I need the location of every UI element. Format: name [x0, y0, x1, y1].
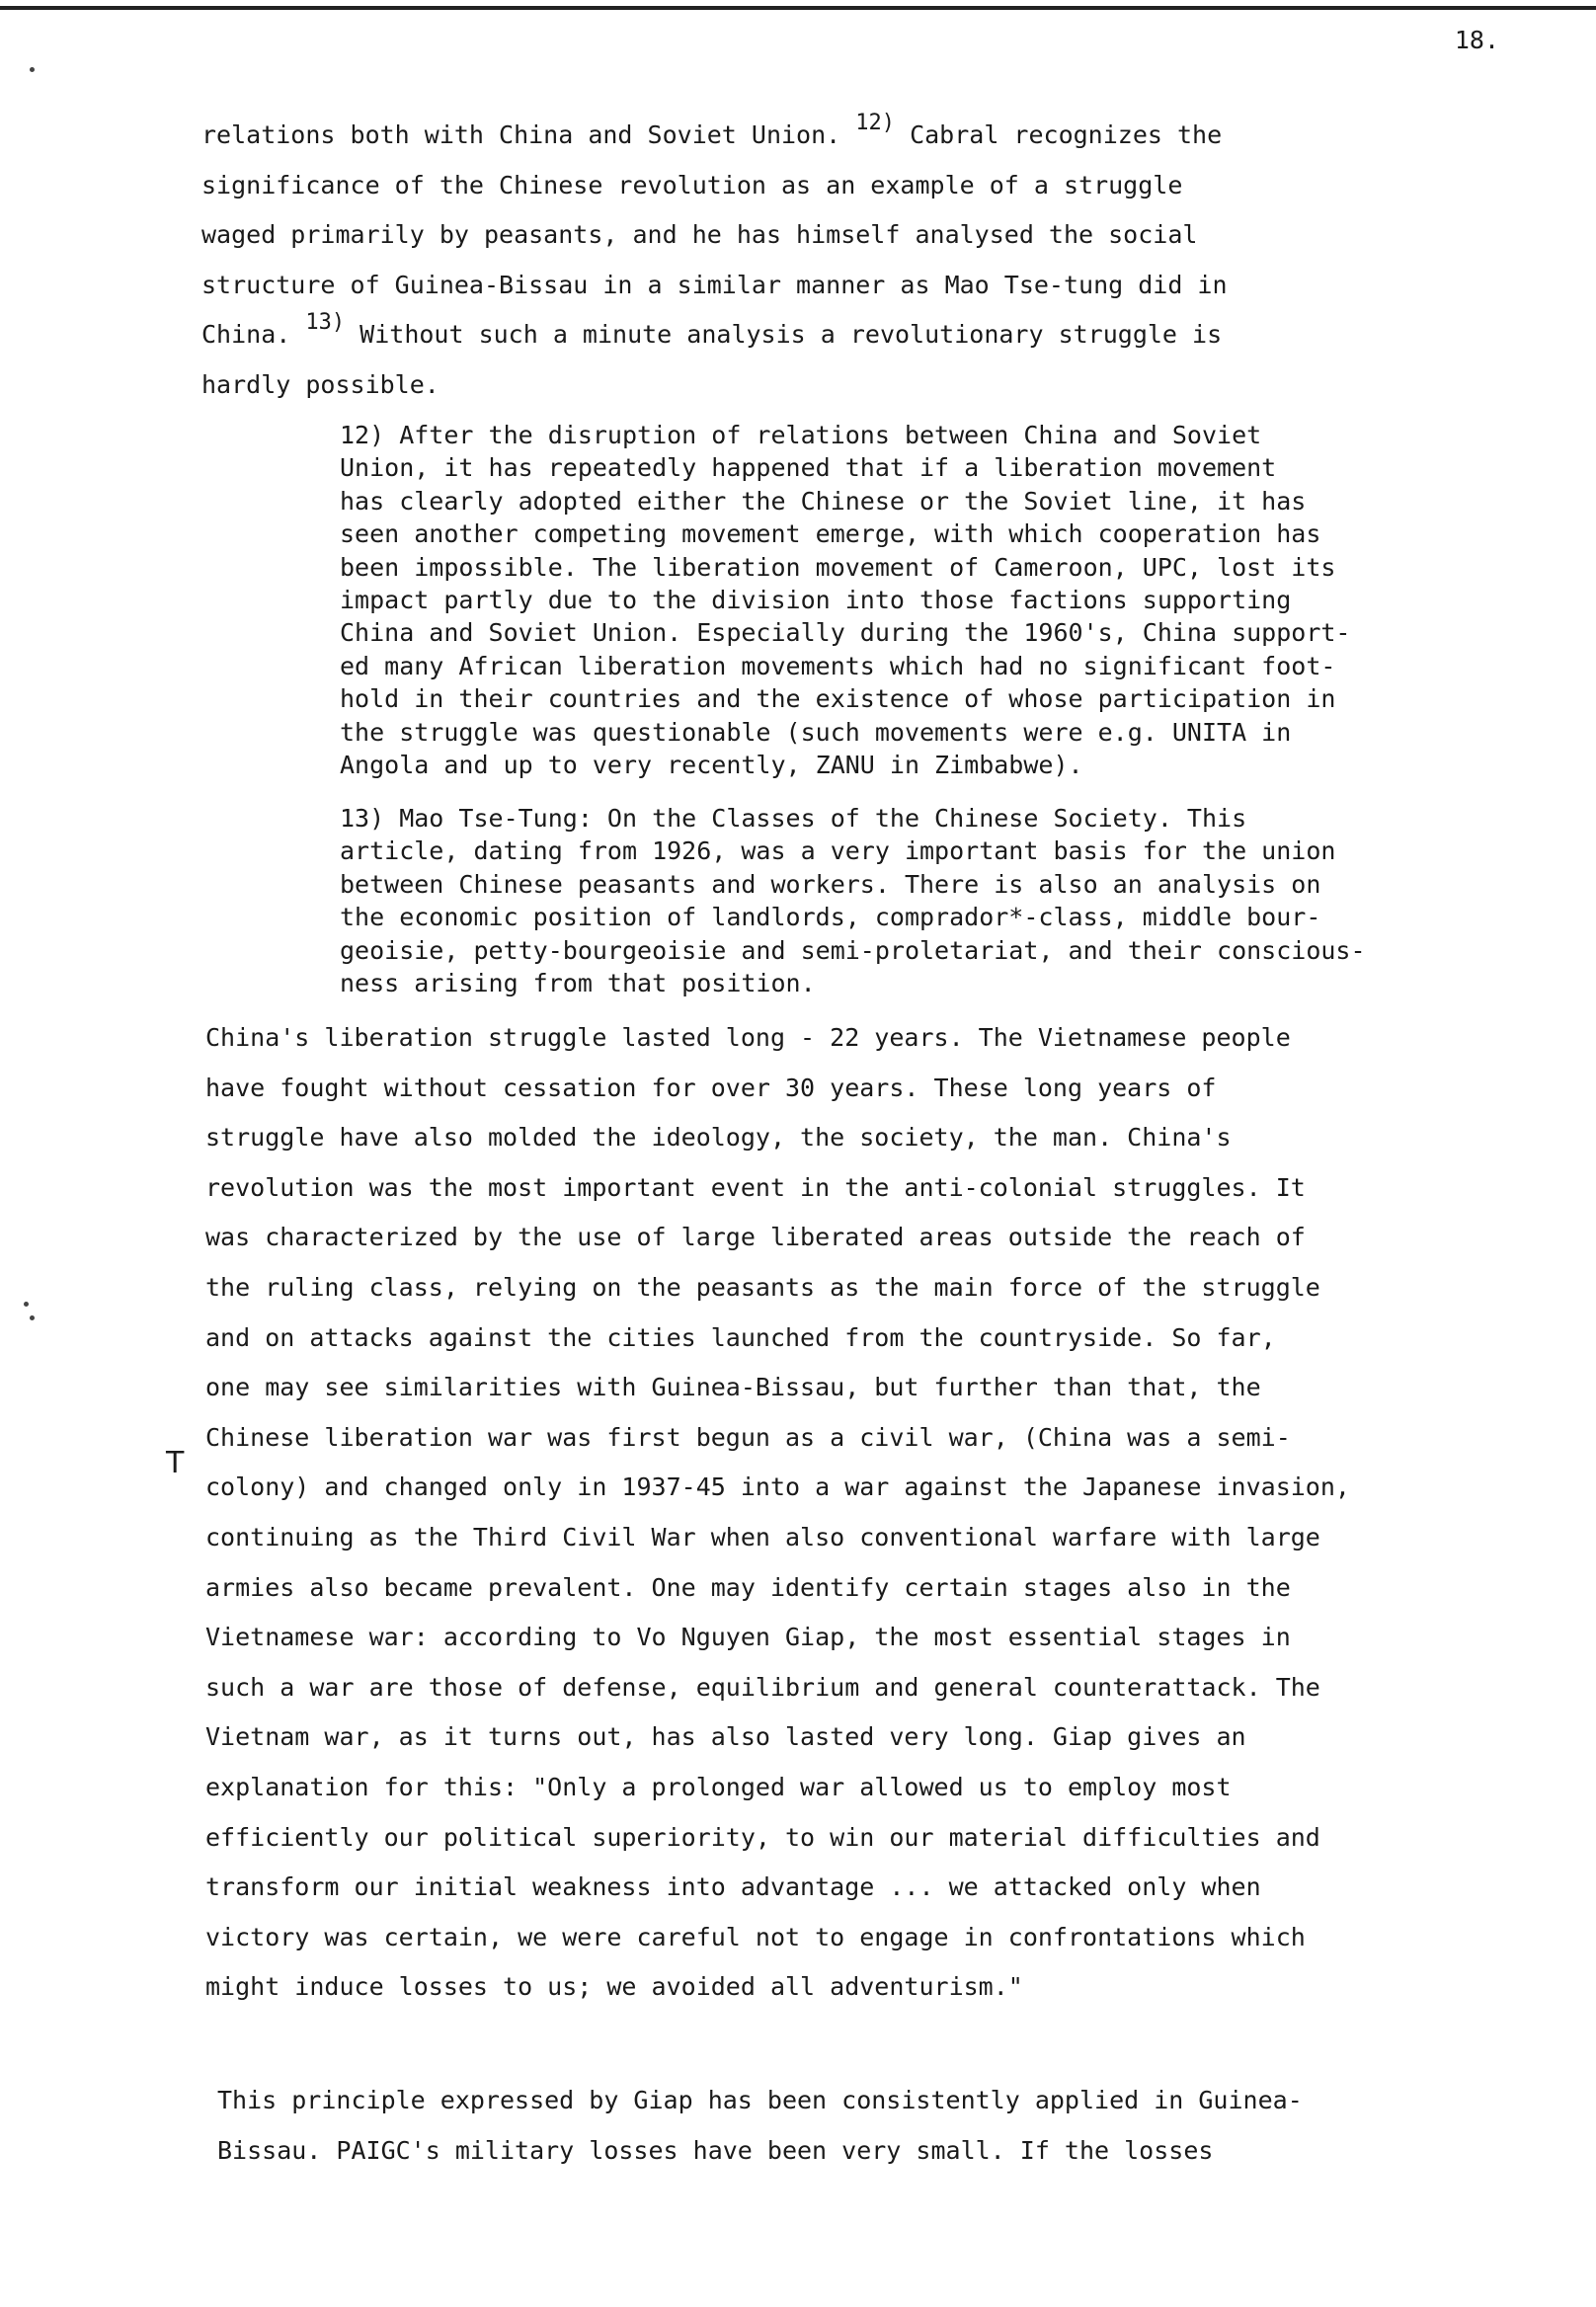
text-line: This principle expressed by Giap has been consistently applied in Guinea-: [217, 2086, 1303, 2114]
text-segment: Cabral recognizes the: [895, 120, 1223, 149]
text-line: one may see similarities with Guinea-Bissau, but further than that, the: [205, 1373, 1261, 1402]
page-number: 18.: [1454, 26, 1499, 54]
text-line: Chinese liberation war was first begun as a civil war, (China was a semi-: [205, 1422, 1291, 1452]
paragraph-intro: [201, 111, 1228, 411]
text-line: continuing as the Third Civil War when also conventional warfare with large: [205, 1522, 1320, 1551]
footnote-line: been impossible. The liberation movement of Cameroon, UPC, lost its: [340, 552, 1336, 582]
footnote-line: 13) Mao Tse-Tung: On the Classes of the Chinese Society. This: [340, 804, 1247, 833]
footnote-line: the economic position of landlords, comprador*-class, middle bour-: [340, 903, 1321, 932]
text-line: might induce losses to us; we avoided all adventurism.": [205, 1972, 1023, 2002]
text-line: the ruling class, relying on the peasants as the main force of the struggle: [205, 1272, 1320, 1302]
text-line: struggle have also molded the ideology, the society, the man. China's: [205, 1123, 1232, 1153]
text-line: revolution was the most important event in the anti-colonial struggles. It: [205, 1172, 1306, 1202]
footnote-line: hold in their countries and the existence of whose participation in: [340, 684, 1336, 714]
footnote-line: 12) After the disruption of relations between China and Soviet: [340, 421, 1262, 449]
text-line: Vietnam war, as it turns out, has also lasted very long. Giap gives an: [205, 1722, 1246, 1752]
text-line: such a war are those of defense, equilibrium and general counterattack. The: [205, 1672, 1320, 1702]
paragraph-giap-principle: [217, 2076, 1303, 2176]
top-rule: [0, 6, 1596, 10]
text-line: Vietnamese war: according to Vo Nguyen Giap, the most essential stages in: [205, 1623, 1291, 1652]
footnote-line: between Chinese peasants and workers. There is also an analysis on: [340, 869, 1321, 899]
text-line: and on attacks against the cities launched from the countryside. So far,: [205, 1322, 1276, 1352]
footnote-ref-13: 13): [305, 310, 346, 336]
text-line: explanation for this: "Only a prolonged war allowed us to employ most: [205, 1772, 1232, 1801]
paragraph-china-vietnam: [205, 1013, 1350, 2013]
text-line: hardly possible.: [201, 369, 439, 399]
text-line: structure of Guinea-Bissau in a similar manner as Mao Tse-tung did in: [201, 270, 1228, 299]
text-line: armies also became prevalent. One may identify certain stages also in the: [205, 1572, 1291, 1602]
text-line: waged primarily by peasants, and he has himself analysed the social: [201, 220, 1198, 250]
footnote-line: Union, it has repeatedly happened that if a liberation movement: [340, 453, 1277, 483]
footnote-line: China and Soviet Union. Especially during the 1960's, China support-: [340, 618, 1351, 648]
footnote-line: ness arising from that position.: [340, 968, 816, 997]
footnote-13: [340, 802, 1366, 999]
footnote-line: has clearly adopted either the Chinese or the Soviet line, it has: [340, 486, 1307, 516]
footnote-line: article, dating from 1926, was a very important basis for the union: [340, 836, 1336, 866]
text-line: was characterized by the use of large liberated areas outside the reach of: [205, 1223, 1306, 1252]
scan-speck: [30, 1315, 35, 1320]
text-line: significance of the Chinese revolution as an example of a struggle: [201, 170, 1183, 199]
text-line: China's liberation struggle lasted long - 22 years. The Vietnamese people: [205, 1023, 1291, 1052]
footnote-line: geoisie, petty-bourgeoisie and semi-proletariat, and their conscious-: [340, 935, 1366, 965]
text-line: colony) and changed only in 1937-45 into a war against the Japanese invasion,: [205, 1472, 1350, 1502]
text-segment: relations both with China and Soviet Union.: [201, 120, 856, 149]
scan-speck: [30, 67, 35, 72]
text-line: victory was certain, we were careful not to engage in confrontations which: [205, 1922, 1306, 1951]
text-line: have fought without cessation for over 30 years. These long years of: [205, 1073, 1217, 1102]
text-line: [201, 310, 1228, 360]
text-line: efficiently our political superiority, to win our material difficulties and: [205, 1822, 1320, 1852]
footnote-line: ed many African liberation movements which had no significant foot-: [340, 651, 1336, 680]
scan-speck: [24, 1302, 29, 1307]
text-line: transform our initial weakness into advantage ... we attacked only when: [205, 1872, 1261, 1902]
footnote-line: Angola and up to very recently, ZANU in Zimbabwe).: [340, 750, 1083, 779]
footnote-12: [340, 419, 1351, 781]
text-line: [201, 111, 1228, 161]
text-line: Bissau. PAIGC's military losses have been very small. If the losses: [217, 2135, 1214, 2165]
footnote-line: the struggle was questionable (such movements were e.g. UNITA in: [340, 717, 1292, 747]
margin-mark: T: [166, 1446, 185, 1480]
footnote-line: impact partly due to the division into those factions supporting: [340, 585, 1292, 614]
footnote-ref-12: 12): [855, 111, 896, 135]
footnote-line: seen another competing movement emerge, with which cooperation has: [340, 519, 1321, 549]
text-segment: Without such a minute analysis a revolutionary struggle is: [345, 320, 1223, 350]
text-segment: China.: [201, 320, 306, 350]
